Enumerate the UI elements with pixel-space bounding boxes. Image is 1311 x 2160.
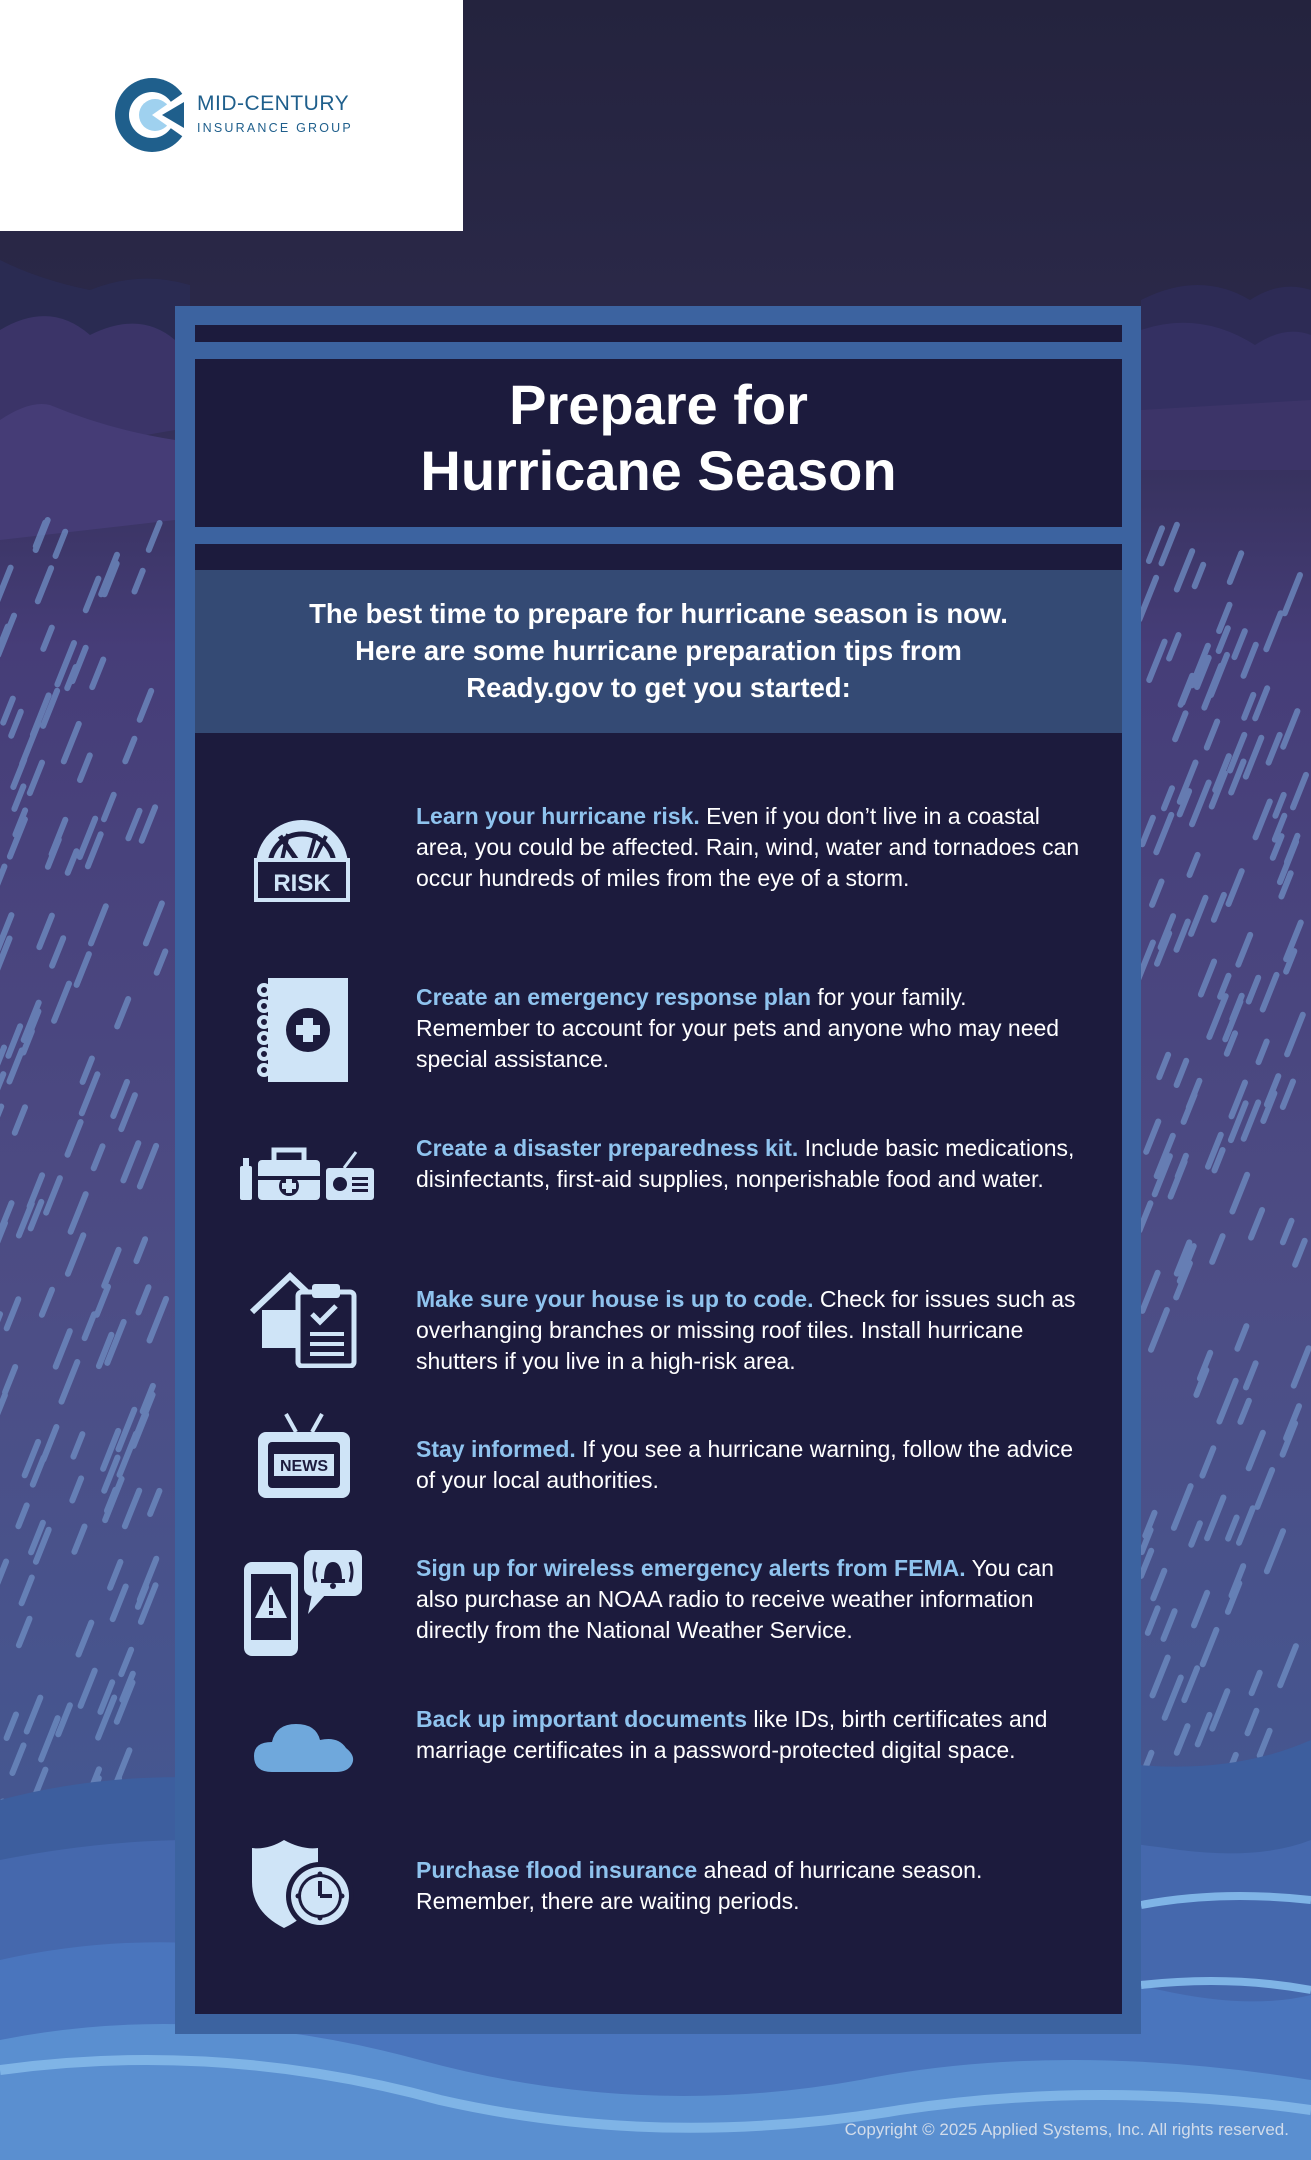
tip-highlight: Back up important documents bbox=[416, 1706, 747, 1732]
house-checklist-icon bbox=[250, 1272, 358, 1368]
tip-item bbox=[416, 1855, 1081, 1917]
tip-item bbox=[416, 982, 1081, 1075]
tip-highlight: Stay informed. bbox=[416, 1436, 576, 1462]
intro-line-3: Ready.gov to get you started: bbox=[466, 672, 851, 703]
disaster-kit-icon bbox=[238, 1146, 376, 1202]
shield-clock-icon bbox=[250, 1838, 356, 1930]
emergency-plan-book-icon bbox=[256, 976, 352, 1084]
risk-label: RISK bbox=[273, 870, 331, 897]
company-logo-icon bbox=[112, 75, 192, 155]
tip-highlight: Create a disaster preparedness kit. bbox=[416, 1135, 799, 1161]
tip-item bbox=[416, 1284, 1081, 1377]
tip-text: Check for issues such as overhanging branches or missing roof tiles. Install hurricane shutters if you live in a high-risk area. bbox=[416, 1286, 1076, 1374]
title-divider-stripe bbox=[195, 527, 1122, 544]
intro-text bbox=[270, 595, 1047, 706]
title-line-1: Prepare for bbox=[509, 373, 808, 436]
brand-name: MID-CENTURY bbox=[197, 92, 350, 115]
title-line-2: Hurricane Season bbox=[420, 439, 897, 502]
tip-item bbox=[416, 801, 1081, 894]
tip-text: Even if you don’t live in a coastal area, you could be affected. Rain, wind, water and tornadoes can occur hundreds of miles from the eye of a storm. bbox=[416, 803, 1080, 891]
copyright-text: Copyright © 2025 Applied Systems, Inc. All rights reserved. bbox=[844, 2120, 1289, 2139]
tip-highlight: Make sure your house is up to code. bbox=[416, 1286, 814, 1312]
risk-gauge-icon bbox=[254, 816, 350, 902]
tip-text: If you see a hurricane warning, follow the advice of your local authorities. bbox=[416, 1436, 1074, 1493]
tip-item bbox=[416, 1553, 1081, 1646]
news-tv-icon bbox=[256, 1412, 352, 1502]
tip-item bbox=[416, 1133, 1081, 1195]
tip-text: like IDs, birth certificates and marriage certificates in a password-protected digital space. bbox=[416, 1706, 1048, 1763]
tip-highlight: Create an emergency response plan bbox=[416, 984, 811, 1010]
intro-line-2: Here are some hurricane preparation tips from bbox=[355, 635, 962, 666]
news-label: NEWS bbox=[280, 1458, 328, 1475]
page-title bbox=[195, 372, 1122, 504]
phone-alert-icon bbox=[242, 1548, 364, 1658]
top-divider-stripe bbox=[195, 342, 1122, 359]
tip-highlight: Learn your hurricane risk. bbox=[416, 803, 700, 829]
brand-subtitle: INSURANCE GROUP bbox=[197, 121, 353, 135]
tip-text: Include basic medications, disinfectants, first-aid supplies, nonperishable food and water. bbox=[416, 1135, 1075, 1192]
tip-item bbox=[416, 1434, 1081, 1496]
tip-highlight: Purchase flood insurance bbox=[416, 1857, 698, 1883]
tip-text: for your family. Remember to account for your pets and anyone who may need special assistance. bbox=[416, 984, 1060, 1072]
tip-text: ahead of hurricane season. Remember, there are waiting periods. bbox=[416, 1857, 983, 1914]
cloud-backup-icon bbox=[252, 1718, 356, 1774]
tip-item bbox=[416, 1704, 1081, 1766]
intro-line-1: The best time to prepare for hurricane season is now. bbox=[309, 598, 1008, 629]
tip-highlight: Sign up for wireless emergency alerts from FEMA. bbox=[416, 1555, 966, 1581]
tip-text: You can also purchase an NOAA radio to receive weather information directly from the National Weather Service. bbox=[416, 1555, 1054, 1643]
logo-area bbox=[0, 0, 463, 231]
